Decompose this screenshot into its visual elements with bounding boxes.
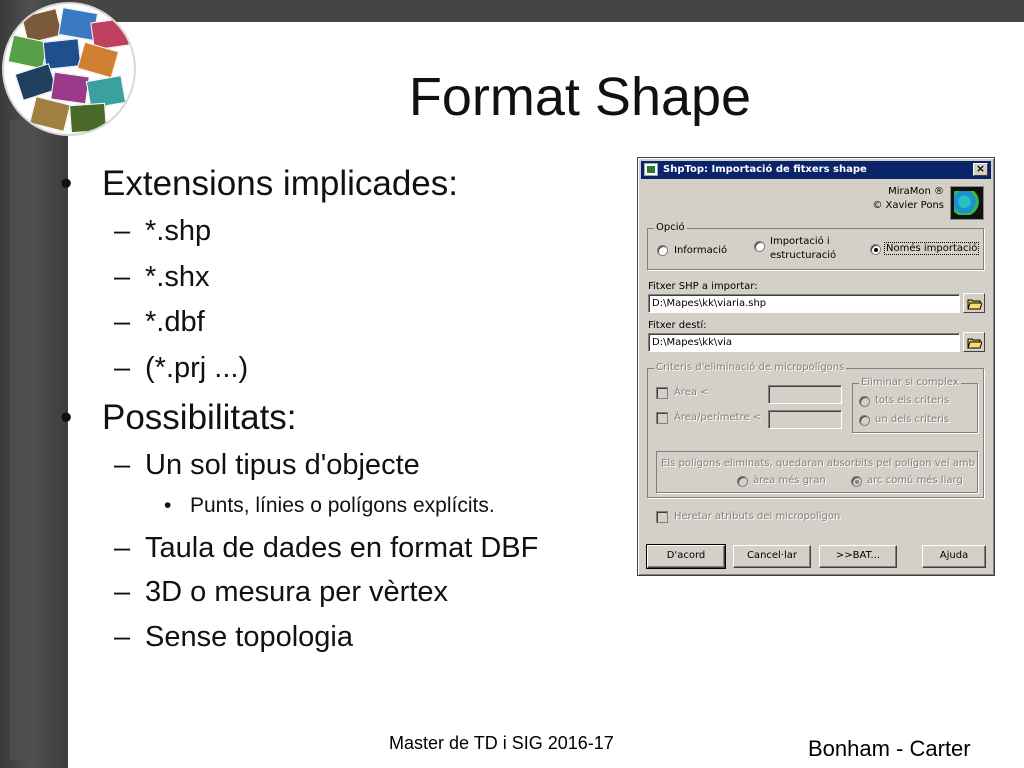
ok-button[interactable]: D'acord <box>647 545 725 568</box>
bullet-marker: – <box>114 532 131 564</box>
bullet-marker: – <box>114 621 131 653</box>
bullet-item: Un sol tipus d'objecte <box>145 449 420 481</box>
radio-arc-comu[interactable] <box>851 476 862 487</box>
folder-icon <box>967 297 982 310</box>
bullet-marker: – <box>114 215 131 247</box>
dialog-title: ShpTop: Importació de fitxers shape <box>663 164 867 175</box>
logo-collage <box>4 4 134 134</box>
criteria-group <box>647 362 984 498</box>
radio-un-criteri[interactable] <box>859 415 870 426</box>
bullet-item: *.shp <box>145 215 212 247</box>
radio-un-criteri-label: un dels criteris <box>875 414 950 425</box>
brand-line-1: MiraMon ® <box>888 186 944 197</box>
slide-top-band <box>0 0 1024 22</box>
absorb-group-label: Els polígons eliminats, quedaran absorbits pel polígon veí amb <box>661 458 976 469</box>
option-group <box>647 222 984 270</box>
dest-file-input[interactable]: D:\Mapes\kk\via <box>648 333 960 352</box>
area-label: Àrea < <box>674 387 709 398</box>
complex-group-label: Eliminar si complex <box>861 377 959 388</box>
bullet-item: Possibilitats: <box>102 398 297 437</box>
slide-title: Format Shape <box>408 67 752 127</box>
absorb-group <box>656 451 978 493</box>
bullet-marker: – <box>114 576 131 608</box>
radio-nomes-importacio-label: Només importació <box>886 243 978 254</box>
area-perimeter-checkbox[interactable] <box>656 412 668 424</box>
source-file-input[interactable]: D:\Mapes\kk\viaria.shp <box>648 294 960 313</box>
footer-course: Master de TD i SIG 2016-17 <box>389 733 614 753</box>
bullet-item: 3D o mesura per vèrtex <box>145 576 449 608</box>
brand-line-2: © Xavier Pons <box>872 200 944 211</box>
bullet-item: Taula de dades en format DBF <box>145 532 539 564</box>
bullet-marker: – <box>114 306 131 338</box>
bullet-marker: – <box>114 261 131 293</box>
bullet-item: Punts, línies o polígons explícits. <box>190 494 495 517</box>
radio-informacio-label: Informació <box>674 245 728 256</box>
bullet-item: Sense topologia <box>145 621 353 653</box>
bullet-item: *.dbf <box>145 306 205 338</box>
bullet-marker: • <box>164 494 172 517</box>
complex-group <box>852 377 978 433</box>
bullet-marker: • <box>60 398 73 437</box>
radio-area-mes-gran[interactable] <box>737 476 748 487</box>
bullet-marker: – <box>114 449 131 481</box>
bullet-item: (*.prj ...) <box>145 352 249 384</box>
close-button[interactable]: × <box>973 163 988 176</box>
bullet-item: Extensions implicades: <box>102 164 458 203</box>
dest-file-label: Fitxer destí: <box>648 320 707 331</box>
area-checkbox[interactable] <box>656 387 668 399</box>
bullet-marker: – <box>114 352 131 384</box>
radio-nomes-importacio[interactable] <box>870 244 881 255</box>
radio-importacio-label-2: estructuració <box>770 250 837 261</box>
miramon-logo-icon <box>950 186 984 220</box>
criteria-group-label: Criteris d'eliminació de micropolígons <box>656 362 845 373</box>
option-group-label: Opció <box>656 222 685 233</box>
radio-tots-criteris-label: tots els criteris <box>875 395 950 406</box>
area-perimeter-label: Àrea/perímetre < <box>674 412 762 423</box>
help-button[interactable]: Ajuda <box>922 545 986 568</box>
radio-tots-criteris[interactable] <box>859 396 870 407</box>
inherit-attributes-label: Heretar atributs del micropolígon <box>674 511 841 522</box>
area-perimeter-input[interactable] <box>768 410 842 429</box>
area-input[interactable] <box>768 385 842 404</box>
bullet-item: *.shx <box>145 261 210 293</box>
bat-button[interactable]: >>BAT... <box>819 545 897 568</box>
radio-importacio-estructuracio[interactable] <box>754 241 765 252</box>
radio-importacio-label-1: Importació i <box>770 236 830 247</box>
import-dialog <box>637 157 995 576</box>
footer-author: Bonham - Carter <box>808 736 971 761</box>
radio-informacio[interactable] <box>657 245 668 256</box>
inherit-attributes-checkbox[interactable] <box>656 511 668 523</box>
browse-source-button[interactable] <box>963 293 985 313</box>
cancel-button[interactable]: Cancel·lar <box>733 545 811 568</box>
dialog-titlebar[interactable] <box>641 161 991 179</box>
source-file-label: Fitxer SHP a importar: <box>648 281 758 292</box>
radio-arc-comu-label: arc comú més llarg <box>867 475 963 486</box>
app-icon <box>644 163 658 176</box>
radio-area-mes-gran-label: àrea més gran <box>753 475 826 486</box>
browse-dest-button[interactable] <box>963 332 985 352</box>
bullet-marker: • <box>60 164 73 203</box>
folder-icon <box>967 336 982 349</box>
